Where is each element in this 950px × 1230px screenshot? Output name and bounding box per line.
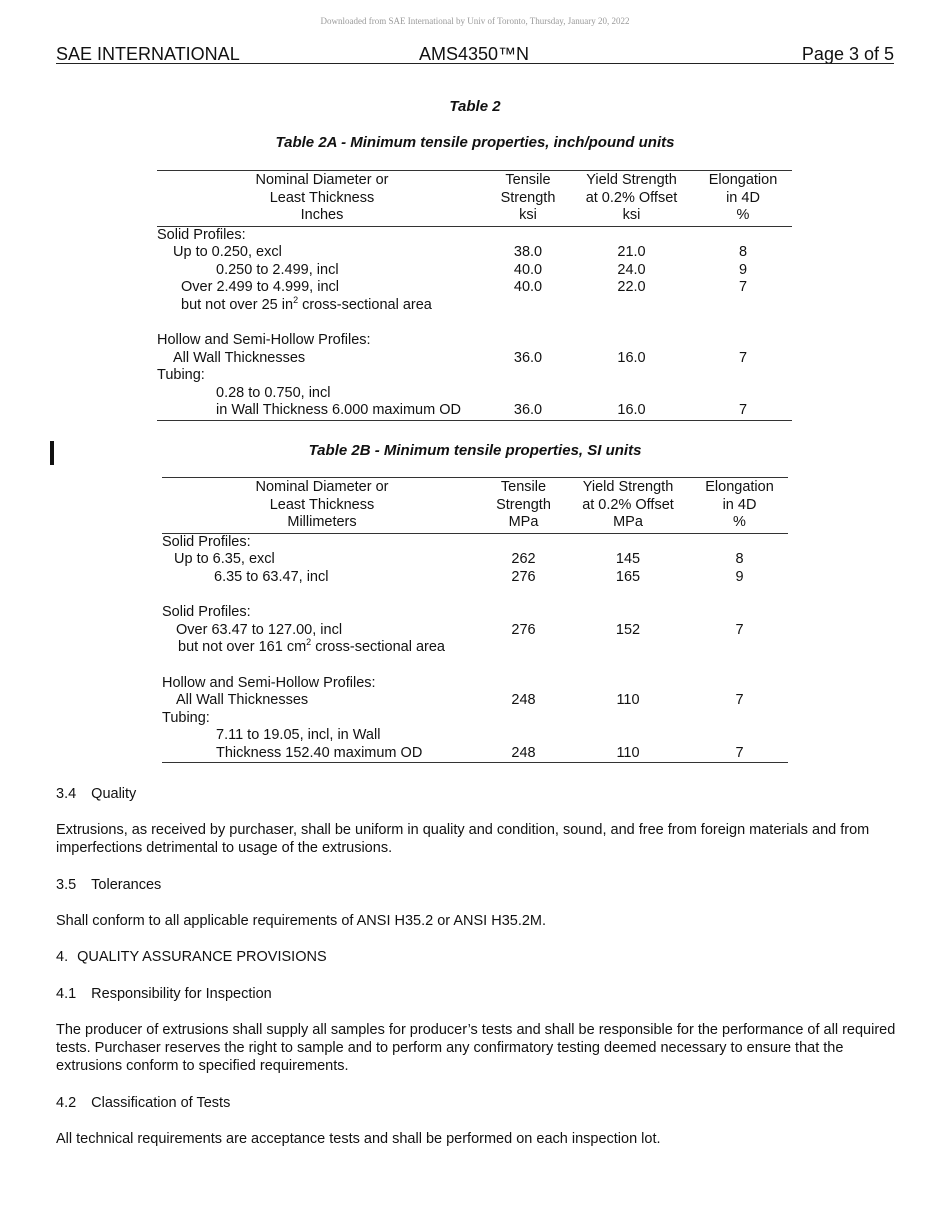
table-2a-caption: Table 2A - Minimum tensile properties, inch/pound units bbox=[275, 134, 675, 151]
download-notice: Downloaded from SAE International by Univ of Toronto, Thursday, January 20, 2022 bbox=[320, 16, 630, 26]
table-row: Over 2.499 to 4.999, incl 40.0 22.0 7 bbox=[181, 279, 748, 295]
table-row: Up to 0.250, excl 38.0 21.0 8 bbox=[173, 244, 748, 260]
table-2a bbox=[157, 170, 792, 421]
header-cell: Elongation in 4D % bbox=[694, 171, 792, 227]
section-3-4-text: Extrusions, as received by purchaser, shall be uniform in quality and condition, sound, and free from foreign materials and from imperfections detrimental to usage of the extrusions. bbox=[56, 822, 870, 856]
table-row: Solid Profiles: bbox=[162, 604, 251, 620]
table-row bbox=[157, 314, 792, 332]
section-3-5-text: Shall conform to all applicable requirements of ANSI H35.2 or ANSI H35.2M. bbox=[56, 913, 547, 929]
table-row: 6.35 to 63.47, incl 276 165 9 bbox=[214, 568, 744, 585]
section-3-4-heading: 3.4 Quality bbox=[56, 786, 137, 802]
table-row: Hollow and Semi-Hollow Profiles: bbox=[157, 332, 371, 348]
table-row bbox=[162, 586, 788, 604]
section-4-heading: 4. QUALITY ASSURANCE PROVISIONS bbox=[56, 949, 327, 965]
section-4-1-heading: 4.1 Responsibility for Inspection bbox=[56, 986, 272, 1002]
header-org: SAE INTERNATIONAL bbox=[56, 44, 240, 64]
section-4-1-text: The producer of extrusions shall supply all samples for producer’s tests and shall be responsible for the performance of all required tests. Purchaser reserves the right to sample and to perform any confirmatory testing deemed necessary to ensure that the extrusions conform to specified requirements. bbox=[56, 1022, 896, 1074]
table-row: Thickness 152.40 maximum OD 248 110 7 bbox=[216, 744, 744, 761]
section-4-2-text: All technical requirements are acceptance tests and shall be performed on each inspection lot. bbox=[56, 1131, 661, 1147]
table-row: Over 63.47 to 127.00, incl 276 152 7 bbox=[176, 621, 744, 638]
table-row: Tubing: bbox=[162, 709, 210, 726]
header-doc-number: AMS4350™N bbox=[419, 44, 530, 64]
header-cell: Yield Strength at 0.2% Offset MPa bbox=[565, 478, 691, 534]
table-header-row bbox=[162, 478, 788, 534]
section-4-2-heading: 4.2 Classification of Tests bbox=[56, 1095, 231, 1111]
table-row: All Wall Thicknesses 248 110 7 bbox=[176, 692, 744, 708]
table-row: 7.11 to 19.05, incl, in Wall bbox=[216, 727, 381, 743]
table-row: Hollow and Semi-Hollow Profiles: bbox=[162, 674, 376, 691]
header-cell: Nominal Diameter or Least Thickness Millimeters bbox=[162, 478, 482, 534]
table-row: Solid Profiles: bbox=[162, 533, 251, 550]
table-row: All Wall Thicknesses 36.0 16.0 7 bbox=[173, 349, 748, 366]
header-cell: Nominal Diameter or Least Thickness Inches bbox=[157, 171, 487, 227]
section-3-5-heading: 3.5 Tolerances bbox=[56, 877, 162, 893]
table-row: Solid Profiles: bbox=[157, 226, 246, 243]
table-row: but not over 25 $in^2$ cross-sectional area bbox=[181, 294, 432, 313]
table-2b-caption: Table 2B - Minimum tensile properties, SI units bbox=[308, 442, 642, 459]
header-rule bbox=[56, 63, 894, 64]
table-row: 0.28 to 0.750, incl bbox=[216, 384, 331, 401]
table-header-row bbox=[157, 171, 792, 227]
header-cell: Elongation in 4D % bbox=[691, 478, 788, 534]
table-row bbox=[162, 657, 788, 675]
header-cell: Tensile Strength MPa bbox=[482, 478, 565, 534]
header-cell: Yield Strength at 0.2% Offset ksi bbox=[569, 171, 694, 227]
table-title: Table 2 bbox=[449, 98, 501, 115]
header-page-number: Page 3 of 5 bbox=[801, 44, 894, 64]
table-row: Tubing: bbox=[157, 367, 205, 383]
table-row: in Wall Thickness 6.000 maximum OD 36.0 16.0 7 bbox=[216, 402, 748, 418]
table-row: Up to 6.35, excl 262 145 8 bbox=[174, 551, 744, 567]
table-row: 0.250 to 2.499, incl 40.0 24.0 9 bbox=[216, 261, 748, 278]
header-cell: Tensile Strength ksi bbox=[487, 171, 569, 227]
table-row: but not over 161 $cm^2$ cross-sectional area bbox=[178, 637, 445, 655]
table-2b bbox=[162, 477, 788, 763]
